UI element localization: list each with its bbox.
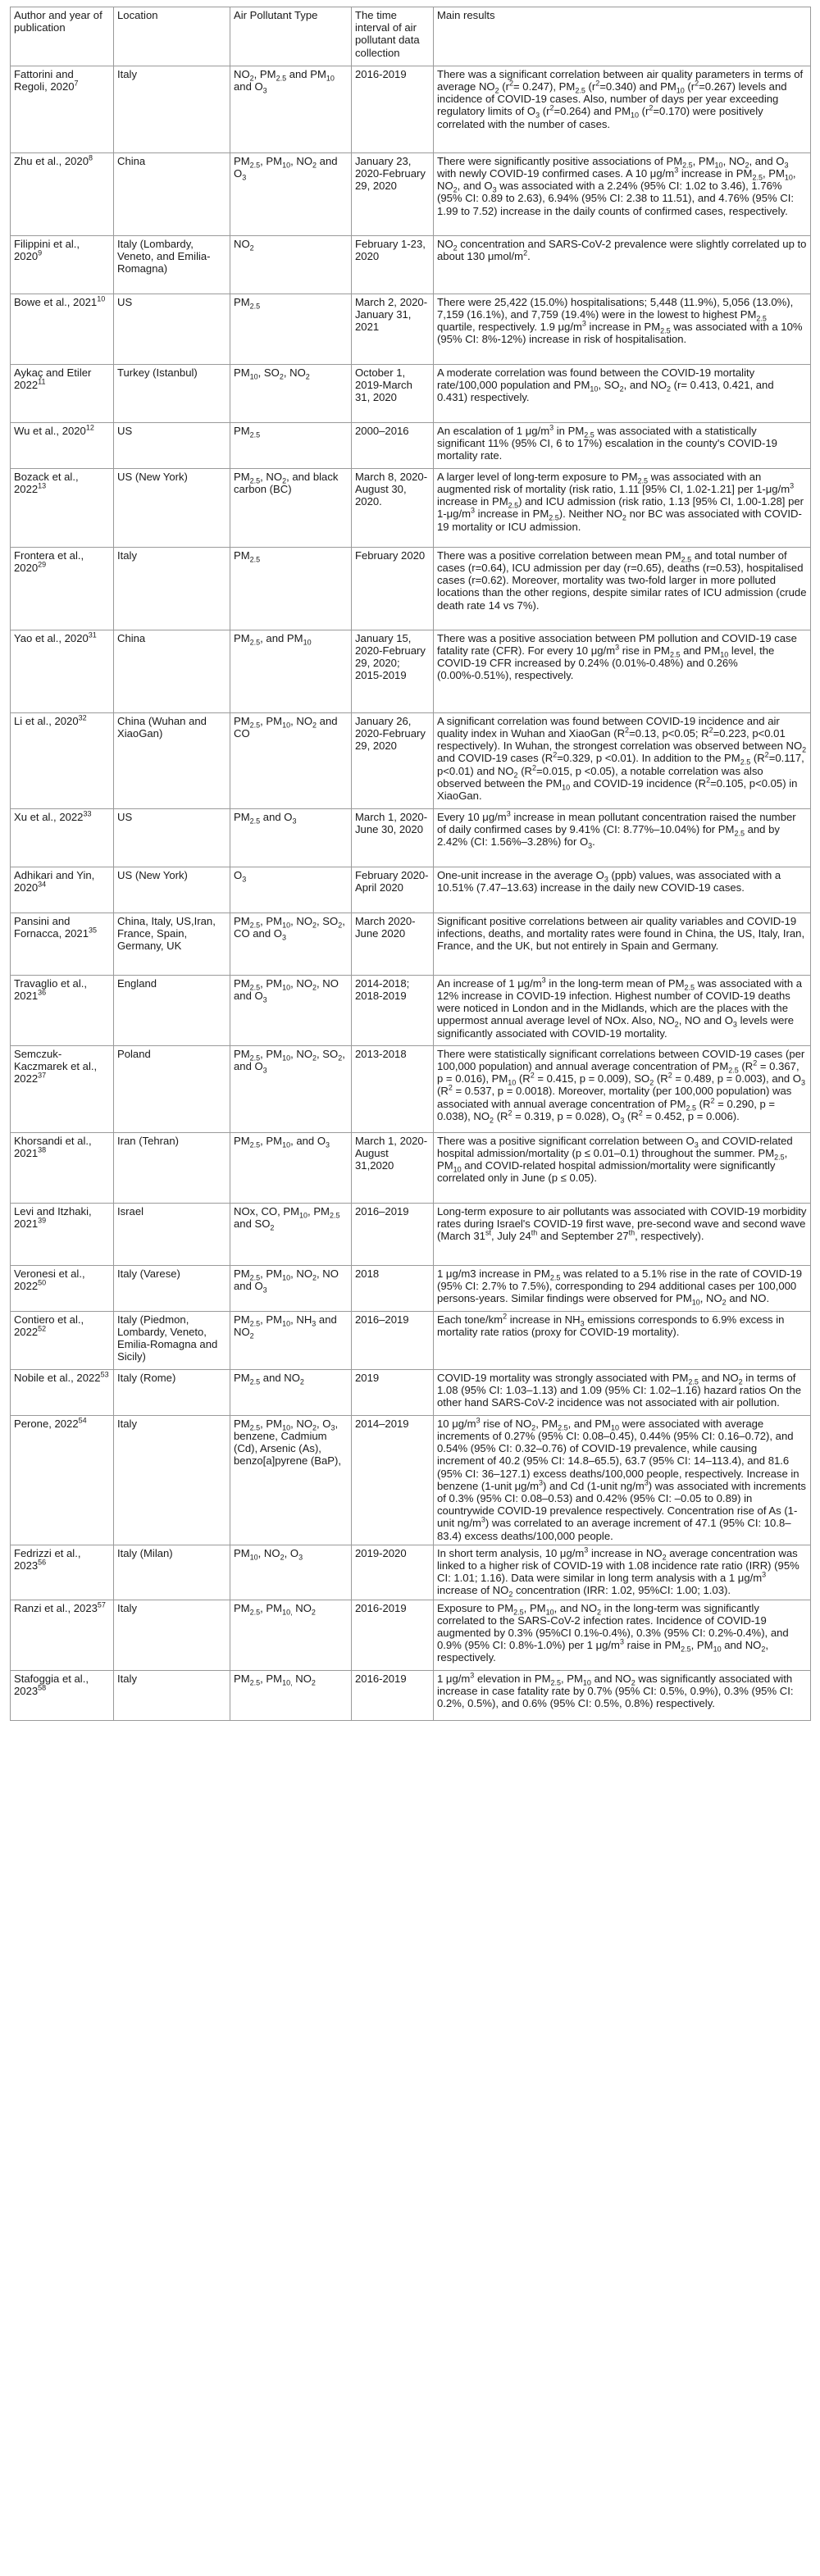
cell-interval: October 1, 2019-March 31, 2020: [352, 364, 434, 422]
table-row: [11, 975, 811, 1045]
cell-interval: March 1, 2020-June 30, 2020: [352, 808, 434, 867]
table-row: [11, 294, 811, 364]
table-row: [11, 1600, 811, 1670]
cell-pollutant: NOx, CO, $PM_{10}$, $PM_{2.5}$ and $SO_2$: [230, 1203, 352, 1265]
cell-author: Veronesi et al., 2022$^{50}$: [11, 1265, 114, 1311]
cell-author: Xu et al., 2022$^{33}$: [11, 808, 114, 867]
cell-interval: March 2, 2020-January 31, 2021: [352, 294, 434, 364]
cell-location: Italy (Rome): [114, 1369, 230, 1415]
cell-interval: 2014-2018; 2018-2019: [352, 975, 434, 1045]
cell-interval: 2016–2019: [352, 1203, 434, 1265]
cell-location: Italy: [114, 1670, 230, 1720]
cell-location: China: [114, 152, 230, 235]
cell-author: Levi and Itzhaki, 2021$^{39}$: [11, 1203, 114, 1265]
cell-interval: 2013-2018: [352, 1045, 434, 1132]
cell-pollutant: $PM_{2.5}$ and $O_3$: [230, 808, 352, 867]
cell-location: Italy: [114, 547, 230, 630]
cell-interval: 2016-2019: [352, 1670, 434, 1720]
table-header-row: [11, 7, 811, 66]
cell-author: Wu et al., 2020$^{12}$: [11, 422, 114, 468]
cell-pollutant: $PM_{2.5}$, $PM_{10}$, $NH_3$ and $NO_2$: [230, 1311, 352, 1369]
cell-pollutant: $PM_{2.5}$, $PM_{10}$, and $O_3$: [230, 1132, 352, 1203]
cell-results: Each tone/$km^2$ increase in $NH_3$ emissions corresponds to 6.9% excess in mortality rate ratios (proxy for COVID-19 mortality).: [434, 1311, 811, 1369]
cell-author: Bowe et al., 2021$^{10}$: [11, 294, 114, 364]
cell-location: US: [114, 422, 230, 468]
cell-results: One-unit increase in the average $O_3$ (ppb) values, was associated with a 10.51% (7.47–13.63) increase in the daily new COVID-19 cases.: [434, 867, 811, 913]
table-row: [11, 867, 811, 913]
cell-pollutant: $PM_{2.5}$, $PM_{10}$, $NO_2$, $SO_2$, and $O_3$: [230, 1045, 352, 1132]
cell-interval: 2016-2019: [352, 66, 434, 152]
cell-interval: February 1-23, 2020: [352, 235, 434, 294]
table-row: [11, 1132, 811, 1203]
cell-results: There were 25,422 (15.0%) hospitalisations; 5,448 (11.9%), 5,056 (13.0%), 7,159 (16.1%), and 7,759 (19.4%) were in the lowest to highest $PM_{2.5}$ quartile, respectively. 1.9 $\mu g/m^3$ increase in $PM_{2.5}$ was associated with a 10% (95% CI: 8%-12%) increase in risk of hospitalisation.: [434, 294, 811, 364]
cell-author: Pansini and Fornacca, 2021$^{35}$: [11, 913, 114, 975]
table-row: [11, 913, 811, 975]
cell-results: Exposure to $PM_{2.5}$, $PM_{10}$, and $NO_2$ in the long-term was significantly correlated to the SARS-CoV-2 infection rates. Incidence of COVID-19 augmented by 0.3% (95%CI 0.1%-0.4%), 0.3% (95% CI: 0.2%-0.4%), and 0.9% (95% CI: 0.8%-1.0%) per 1 $\mu g/m^3$ raise in $PM_{2.5}$, $PM_{10}$ and $NO_2$, respectively.: [434, 1600, 811, 1670]
cell-interval: February 2020: [352, 547, 434, 630]
cell-author: Fedrizzi et al., 2023$^{56}$: [11, 1545, 114, 1600]
cell-author: Bozack et al., 2022$^{13}$: [11, 468, 114, 547]
cell-pollutant: $PM_{2.5}$: [230, 294, 352, 364]
cell-results: 1 $\mu g/m^3$ elevation in $PM_{2.5}$, $PM_{10}$ and $NO_2$ was significantly associated with increase in case fatality rate by 0.7% (95% CI: 0.5%, 0.9%), 0.3% (95% CI: 0.2%, 0.5%), and 0.6% (95% CI: 0.5%, 0.8%) respectively.: [434, 1670, 811, 1720]
cell-results: $NO_2$ concentration and SARS-CoV-2 prevalence were slightly correlated up to about 130 μmol/$m^2$.: [434, 235, 811, 294]
cell-pollutant: $PM_{2.5}$, $PM_{10}$, $NO_2$, $O_3$, benzene, Cadmium (Cd), Arsenic (As), benzo[a]pyrene (BaP),: [230, 1415, 352, 1545]
cell-results: There was a significant correlation between air quality parameters in terms of average $NO_2$ $(r^2= 0.247)$, $PM_{2.5}$ $(r^2=0.340)$ and $PM_{10}$ $(r^2=0.267)$ levels and incidence of COVID-19 cases. Also, number of days per year exceeding regulatory limits of $O_3$ $(r^2=0.264)$ and $PM_{10}$ $(r^2=0.170)$ were positively correlated with the number of cases.: [434, 66, 811, 152]
cell-results: There were significantly positive associations of $PM_{2.5}$, $PM_{10}$, $NO_2$, and $O_3$ with newly COVID-19 confirmed cases. A 10 $\mu g/m^3$ increase in $PM_{2.5}$, $PM_{10}$, $NO_2$, and $O_3$ was associated with a 2.24% (95% CI: 1.02 to 3.46), 1.76% (95% CI: 0.89 to 2.63), 6.94% (95% CI: 2.38 to 11.51), and 4.76% (95% CI: 1.99 to 7.52) increase in the daily counts of confirmed cases, respectively.: [434, 152, 811, 235]
cell-author: Nobile et al., 2022$^{53}$: [11, 1369, 114, 1415]
cell-interval: February 2020-April 2020: [352, 867, 434, 913]
table-row: [11, 1545, 811, 1600]
cell-interval: 2019-2020: [352, 1545, 434, 1600]
header-interval: The time interval of air pollutant data collection: [352, 7, 434, 66]
cell-pollutant: $PM_{2.5}$: [230, 422, 352, 468]
cell-interval: January 15, 2020-February 29, 2020; 2015-2019: [352, 630, 434, 712]
cell-pollutant: $NO_2$, $PM_{2.5}$ and $PM_{10}$ and $O_3$: [230, 66, 352, 152]
cell-pollutant: $PM_{2.5}$, $PM_{10}$, $NO_2$, $SO_2$, CO and $O_3$: [230, 913, 352, 975]
cell-location: Poland: [114, 1045, 230, 1132]
cell-pollutant: $PM_{2.5}$, $PM_{10}$, $NO_2$ and $O_3$: [230, 152, 352, 235]
cell-location: China (Wuhan and XiaoGan): [114, 712, 230, 808]
cell-location: Italy: [114, 66, 230, 152]
table-row: [11, 235, 811, 294]
studies-table: [10, 7, 811, 1721]
cell-location: Italy: [114, 1415, 230, 1545]
cell-pollutant: $PM_{2.5}$, $PM_{10}$, $NO_2$, NO and $O_3$: [230, 975, 352, 1045]
cell-location: Turkey (Istanbul): [114, 364, 230, 422]
cell-location: Italy (Piedmon, Lombardy, Veneto, Emilia-Romagna and Sicily): [114, 1311, 230, 1369]
cell-location: US (New York): [114, 468, 230, 547]
table-row: [11, 468, 811, 547]
table-row: [11, 66, 811, 152]
header-author: Author and year of publication: [11, 7, 114, 66]
cell-interval: 2019: [352, 1369, 434, 1415]
cell-results: There were statistically significant correlations between COVID-19 cases (per 100,000 population) and annual average concentration of $PM_{2.5}$ ($R^2 = 0.367$, p = 0.016), $PM_{10}$ ($R^2 = 0.415$, p = 0.009), $SO_2$ ($R^2 = 0.489$, p = 0.003), and $O_3$ ($R^2 = 0.537$, p = 0.0018). Moreover, mortality (per 100,000 population) was associated with annual average concentration of $PM_{2.5}$ ($R^2 = 0.290$, p = 0.038), $NO_2$ ($R^2 = 0.319$, p = 0.028), $O_3$ ($R^2 = 0.452$, p = 0.006).: [434, 1045, 811, 1132]
cell-results: Every 10 $\mu g/m^3$ increase in mean pollutant concentration raised the number of daily confirmed cases by 9.41% (CI: 8.77%–10.04%) for $PM_{2.5}$ and by 2.42% (CI: 1.56%–3.28%) for $O_3$.: [434, 808, 811, 867]
cell-location: US (New York): [114, 867, 230, 913]
cell-pollutant: $PM_{2.5}$, $PM_{10,}$ $NO_2$: [230, 1600, 352, 1670]
header-pollutant: Air Pollutant Type: [230, 7, 352, 66]
cell-location: Italy (Milan): [114, 1545, 230, 1600]
cell-location: Italy: [114, 1600, 230, 1670]
cell-location: Israel: [114, 1203, 230, 1265]
cell-results: In short term analysis, 10 $\mu g/m^3$ increase in $NO_2$ average concentration was linked to a higher risk of COVID-19 with 1.08 incidence rate ratio (IRR) (95% CI: 1.01; 1.16). Data were similar in long term analysis with a 1 $\mu g/m^3$ increase of $NO_2$ concentration (IRR: 1.02, 95%CI: 1.00; 1.03).: [434, 1545, 811, 1600]
cell-interval: 2018: [352, 1265, 434, 1311]
cell-results: 1 μg/m3 increase in $PM_{2.5}$ was related to a 5.1% rise in the rate of COVID-19 (95% CI: 2.7% to 7.5%), corresponding to 294 additional cases per 100,000 persons-years. Similar findings were observed for $PM_{10}$, $NO_2$ and NO.: [434, 1265, 811, 1311]
cell-author: Travaglio et al., 2021$^{36}$: [11, 975, 114, 1045]
cell-results: COVID-19 mortality was strongly associated with $PM_{2.5}$ and $NO_2$ in terms of 1.08 (95% CI: 1.03–1.13) and 1.09 (95% CI: 1.02–1.16) hazard ratios On the other hand SARS-CoV-2 incidence was not associated with air pollution.: [434, 1369, 811, 1415]
header-location: Location: [114, 7, 230, 66]
cell-location: China: [114, 630, 230, 712]
cell-location: China, Italy, US,Iran, France, Spain, Germany, UK: [114, 913, 230, 975]
cell-location: US: [114, 808, 230, 867]
table-body: [11, 66, 811, 1720]
cell-results: A larger level of long-term exposure to $PM_{2.5}$ was associated with an augmented risk of mortality (risk ratio, 1.11 [95% CI, 1.02-1.21] per $1-\mu g/m^3$ increase in $PM_{2.5}$) and ICU admission (risk ratio, 1.13 [95% CI, 1.00-1.28] per $1-\mu g/m^3$ increase in $PM_{2.5}$). Neither $NO_2$ nor BC was associated with COVID-19 mortality or ICU admission.: [434, 468, 811, 547]
cell-author: Ranzi et al., 2023$^{57}$: [11, 1600, 114, 1670]
cell-author: Yao et al., 2020$^{31}$: [11, 630, 114, 712]
cell-interval: January 23, 2020-February 29, 2020: [352, 152, 434, 235]
cell-results: A significant correlation was found between COVID-19 incidence and air quality index in Wuhan and XiaoGan ($R^2=0.13$, p<0.05; $R^2=0.223$, p<0.01 respectively). In Wuhan, the strongest correlation was observed between $NO_2$ and COVID-19 cases ($R^2=0.329$, p <0.01). In addition to the $PM_{2.5}$ ($R^2=0.117$, p<0.01) and $NO_2$ ($R^2=0.015$, p <0.05), a notable correlation was also observed between the $PM_{10}$ and COVID-19 incidence ($R^2=0.105$, p<0.05) in XiaoGan.: [434, 712, 811, 808]
cell-results: An increase of 1 $\mu g/m^3$ in the long-term mean of $PM_{2.5}$ was associated with a 12% increase in COVID-19 infection. Highest number of COVID-19 deaths were noticed in London and in the Midlands, which are the places with the uppermost annual average level of NOx. Also, $NO_2$, NO and $O_3$ levels were significantly associated with COVID-19 mortality.: [434, 975, 811, 1045]
cell-pollutant: $PM_{2.5}$, $PM_{10}$, $NO_2$ and CO: [230, 712, 352, 808]
studies-table-container: [10, 7, 810, 1721]
cell-author: Adhikari and Yin, 2020$^{34}$: [11, 867, 114, 913]
cell-location: Iran (Tehran): [114, 1132, 230, 1203]
cell-pollutant: $PM_{2.5}$, $NO_2$, and black carbon (BC): [230, 468, 352, 547]
cell-interval: 2000–2016: [352, 422, 434, 468]
cell-interval: 2016-2019: [352, 1600, 434, 1670]
table-row: [11, 364, 811, 422]
cell-results: An escalation of 1 $\mu g/m^3$ in $PM_{2.5}$ was associated with a statistically significant 11% (95% CI, 6 to 17%) escalation in the county's COVID-19 mortality rate.: [434, 422, 811, 468]
cell-author: Contiero et al., 2022$^{52}$: [11, 1311, 114, 1369]
table-row: [11, 1265, 811, 1311]
table-row: [11, 1415, 811, 1545]
cell-results: Long-term exposure to air pollutants was associated with COVID-19 morbidity rates during Israel's COVID-19 first wave, pre-second wave and second wave (March 31st, July 24th and September 27th, respectively).: [434, 1203, 811, 1265]
cell-results: There was a positive association between PM pollution and COVID-19 case fatality rate (CFR). For every 10 $\mu g/m^3$ rise in $PM_{2.5}$ and $PM_{10}$ level, the COVID-19 CFR increased by 0.24% (0.01%-0.48%) and 0.26% (0.00%-0.51%), respectively.: [434, 630, 811, 712]
cell-pollutant: $PM_{10}$, $NO_2$, $O_3$: [230, 1545, 352, 1600]
cell-author: Semczuk-Kaczmarek et al., 2022$^{37}$: [11, 1045, 114, 1132]
table-row: [11, 1670, 811, 1720]
table-row: [11, 1203, 811, 1265]
table-row: [11, 152, 811, 235]
table-row: [11, 808, 811, 867]
header-results: Main results: [434, 7, 811, 66]
cell-author: Li et al., 2020$^{32}$: [11, 712, 114, 808]
cell-location: Italy (Varese): [114, 1265, 230, 1311]
table-row: [11, 1045, 811, 1132]
cell-results: A moderate correlation was found between the COVID-19 mortality rate/100,000 population and $PM_{10}$, $SO_2$, and $NO_2$ (r= 0.413, 0.421, and 0.431) respectively.: [434, 364, 811, 422]
cell-pollutant: $PM_{2.5}$, $PM_{10,}$ $NO_2$: [230, 1670, 352, 1720]
table-row: [11, 1369, 811, 1415]
cell-results: 10 $\mu g/m^3$ rise of $NO_2$, $PM_{2.5}$, and $PM_{10}$ were associated with average increments of 0.27% (95% CI: 0.08–0.45), 0.44% (95% CI: 0.16–0.72), and 0.54% (95% CI: 0.32–0.76) of COVID-19 prevalence, while causing increment of 40.2 (95% CI: 14.8–65.5), 63.7 (95% CI: 14–113.4), and 81.6 (95% CI: 36–127.1) excess deaths/100,000 people, respectively. Increase in benzene (1-unit $\mu g/m^3$) and Cd (1-unit $ng/m^3$) was associated with increments of 0.3% (95% CI: 0.08–0.53) and 0.42% (95% CI: –0.05 to 0.89) in countrywide COVID-19 prevalence respectively. Concentration rise of As (1-unit $ng/m^3$) was correlated to an average increment of 47.1 (95% CI: 10.8–83.4) excess deaths/100,000 people.: [434, 1415, 811, 1545]
cell-pollutant: $O_3$: [230, 867, 352, 913]
table-row: [11, 422, 811, 468]
cell-interval: March 1, 2020-August 31,2020: [352, 1132, 434, 1203]
cell-pollutant: $PM_{2.5}$ and $NO_2$: [230, 1369, 352, 1415]
cell-pollutant: $PM_{2.5}$: [230, 547, 352, 630]
cell-author: Frontera et al., 2020$^{29}$: [11, 547, 114, 630]
cell-results: There was a positive correlation between mean $PM_{2.5}$ and total number of cases (r=0.64), ICU admission per day (r=0.65), deaths (r=0.53), hospitalised cases (r=0.62). Moreover, mortality was two-fold larger in more polluted locations than the other regions, despite similar rates of ICU admission (crude death rate 14 vs 7%).: [434, 547, 811, 630]
cell-location: US: [114, 294, 230, 364]
cell-author: Stafoggia et al., 2023$^{58}$: [11, 1670, 114, 1720]
cell-results: Significant positive correlations between air quality variables and COVID-19 infections, deaths, and mortality rates were found in China, the US, Italy, Iran, France, and the UK, but not entirely in Spain and Germany.: [434, 913, 811, 975]
cell-author: Zhu et al., 2020$^8$: [11, 152, 114, 235]
cell-pollutant: $PM_{2.5}$, $PM_{10}$, $NO_2$, NO and $O_3$: [230, 1265, 352, 1311]
cell-interval: 2014–2019: [352, 1415, 434, 1545]
cell-location: England: [114, 975, 230, 1045]
cell-author: Fattorini and Regoli, 2020$^7$: [11, 66, 114, 152]
cell-pollutant: $PM_{2.5}$, and $PM_{10}$: [230, 630, 352, 712]
cell-interval: 2016–2019: [352, 1311, 434, 1369]
cell-interval: March 8, 2020-August 30, 2020.: [352, 468, 434, 547]
table-row: [11, 712, 811, 808]
cell-interval: March 2020-June 2020: [352, 913, 434, 975]
cell-results: There was a positive significant correlation between $O_3$ and COVID-related hospital admission/mortality (p ≤ 0.01–0.1) throughout the summer. $PM_{2.5}$, $PM_{10}$ and COVID-related hospital admission/mortality were significantly correlated only in June (p ≤ 0.05).: [434, 1132, 811, 1203]
cell-location: Italy (Lombardy, Veneto, and Emilia-Romagna): [114, 235, 230, 294]
cell-pollutant: $NO_2$: [230, 235, 352, 294]
cell-interval: January 26, 2020-February 29, 2020: [352, 712, 434, 808]
cell-author: Perone, 2022$^{54}$: [11, 1415, 114, 1545]
cell-author: Aykaç and Etiler 2022$^{11}$: [11, 364, 114, 422]
cell-pollutant: $PM_{10}$, $SO_2$, $NO_2$: [230, 364, 352, 422]
table-row: [11, 630, 811, 712]
cell-author: Filippini et al., 2020$^9$: [11, 235, 114, 294]
table-row: [11, 1311, 811, 1369]
table-row: [11, 547, 811, 630]
cell-author: Khorsandi et al., 2021$^{38}$: [11, 1132, 114, 1203]
